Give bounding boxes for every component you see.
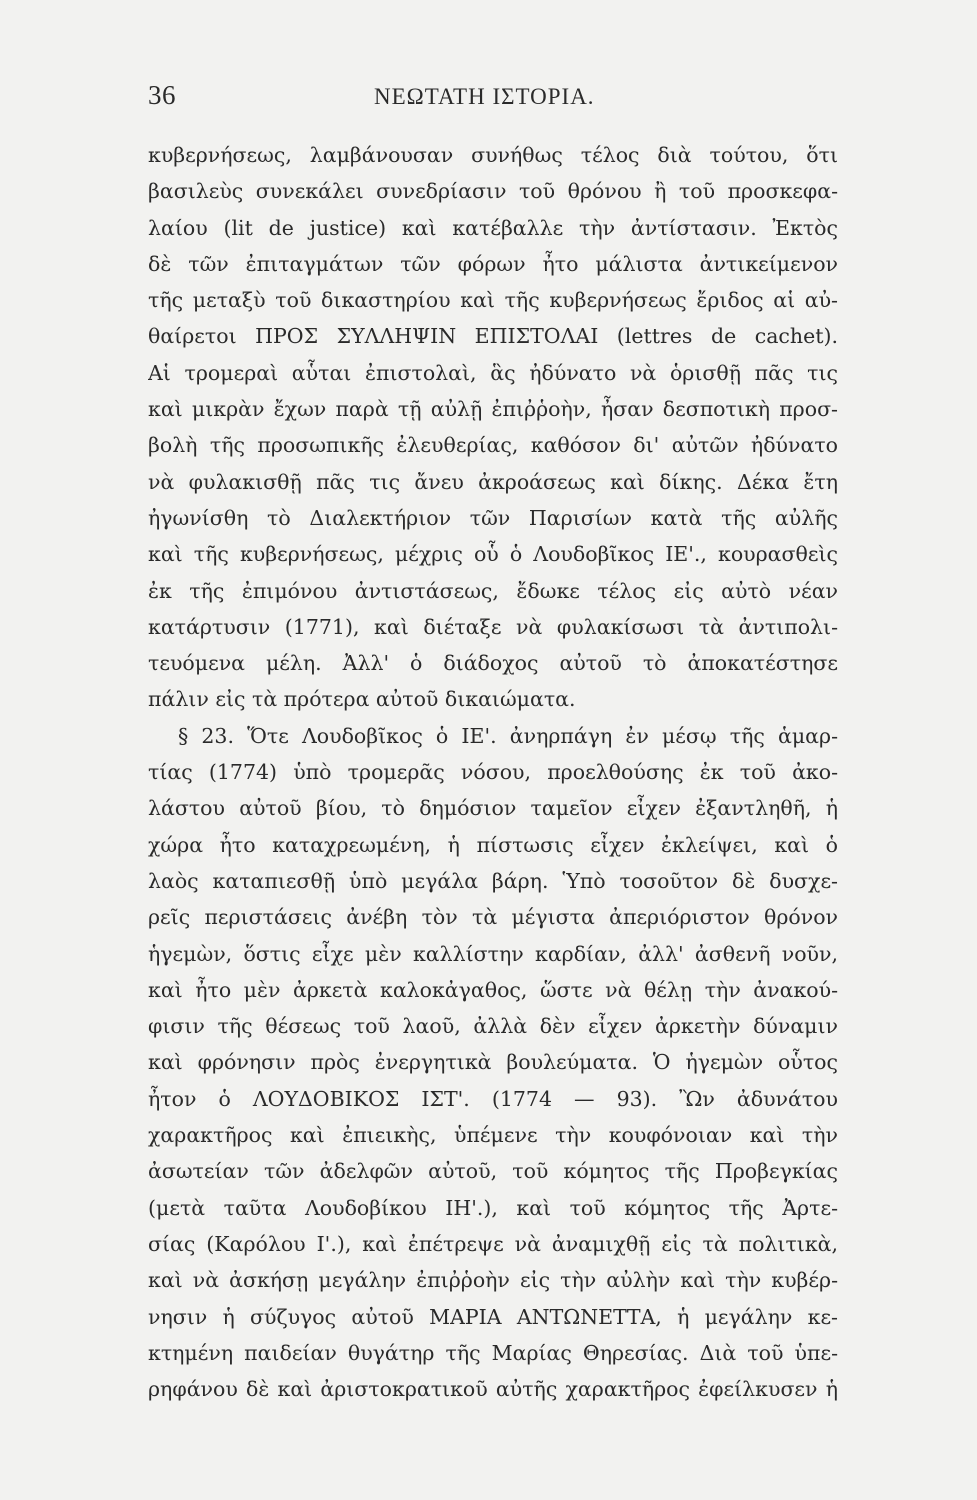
body-text [148, 137, 838, 1407]
text-line: καὶ ἦτο μὲν ἀρκετὰ καλοκἀγαθος, ὥστε νὰ θέλῃ τὴν ἀνακού- [148, 977, 838, 1002]
section-heading-line: § 23. Ὅτε Λουδοβῖκος ὁ ΙΕ'. ἀνηρπάγη ἐν μέσῳ τῆς ἁμαρ- [178, 723, 838, 748]
text-line: νησιν ἡ σύζυγος αὐτοῦ ΜΑΡΙΑ ΑΝΤΩΝΕΤΤΑ, ἡ μεγάλην κε- [148, 1304, 838, 1329]
text-line: τῆς μεταξὺ τοῦ δικαστηρίου καὶ τῆς κυβερνήσεως ἔριδος αἱ αὐ- [148, 288, 838, 313]
text-line: σίας (Καρόλου Ι'.), καὶ ἐπέτρεψε νὰ ἀναμιχθῇ εἰς τὰ πολιτικὰ, [148, 1231, 838, 1256]
text-line: ρεῖς περιστάσεις ἀνέβη τὸν τὰ μέγιστα ἀπεριόριστον θρόνον [148, 905, 838, 930]
text-line: τίας (1774) ὑπὸ τρομερᾶς νόσου, προελθούσης ἐκ τοῦ ἀκο- [148, 760, 838, 785]
text-line: κτημένη παιδείαν θυγάτηρ τῆς Μαρίας Θηρεσίας. Διὰ τοῦ ὑπε- [148, 1340, 838, 1365]
text-line: Αἱ τρομεραὶ αὗται ἐπιστολαὶ, ἃς ἠδύνατο νὰ ὁρισθῇ πᾶς τις [148, 360, 838, 385]
text-line: ἡγεμὼν, ὅστις εἶχε μὲν καλλίστην καρδίαν, ἀλλ' ἀσθενῆ νοῦν, [148, 941, 838, 966]
text-line: ρηφάνου δὲ καὶ ἀριστοκρατικοῦ αὐτῆς χαρακτῆρος ἐφείλκυσεν ἡ [148, 1377, 838, 1402]
text-line: λάστου αὐτοῦ βίου, τὸ δημόσιον ταμεῖον εἶχεν ἐξαντληθῆ, ἡ [148, 796, 838, 821]
text-line: καὶ μικρὰν ἔχων παρὰ τῇ αὐλῇ ἐπιῤῥοὴν, ἦσαν δεσποτικὴ προσ- [148, 397, 838, 422]
text-line: κυβερνήσεως, λαμβάνουσαν συνήθως τέλος διὰ τούτου, ὅτι [148, 143, 838, 167]
page-number: 36 [148, 80, 176, 110]
text-line: βολὴ τῆς προσωπικῆς ἐλευθερίας, καθόσον δι' αὐτῶν ἠδύνατο [148, 433, 838, 458]
text-line: βασιλεὺς συνεκάλει συνεδρίασιν τοῦ θρόνου ἢ τοῦ προσκεφα- [148, 179, 838, 204]
text-line: λαὸς καταπιεσθῇ ὑπὸ μεγάλα βάρη. Ὑπὸ τοσοῦτον δὲ δυσχε- [148, 868, 838, 893]
text-line: νὰ φυλακισθῇ πᾶς τις ἄνευ ἀκροάσεως καὶ δίκης. Δέκα ἔτη [148, 469, 838, 494]
text-line: ἐκ τῆς ἐπιμόνου ἀντιστάσεως, ἔδωκε τέλος εἰς αὐτὸ νέαν [148, 578, 838, 603]
text-line: θαίρετοι ΠΡΟΣ ΣΥΛΛΗΨΙΝ ΕΠΙΣΤΟΛΑΙ (lettres de cachet). [148, 324, 838, 349]
text-line: δὲ τῶν ἐπιταγμάτων τῶν φόρων ἦτο μάλιστα ἀντικείμενον [148, 251, 838, 276]
text-line: καὶ νὰ ἀσκήσῃ μεγάλην ἐπιῤῥοὴν εἰς τὴν αὐλὴν καὶ τὴν κυβέρ- [148, 1268, 838, 1293]
text-line: ἦτον ὁ ΛΟΥΔΟΒΙΚΟΣ ΙΣΤ'. (1774 — 93). Ὢν ἀδυνάτου [148, 1086, 838, 1111]
text-line: καὶ τῆς κυβερνήσεως, μέχρις οὗ ὁ Λουδοβῖκος ΙΕ'., κουρασθεὶς [148, 542, 838, 567]
text-line: πάλιν εἰς τὰ πρότερα αὐτοῦ δικαιώματα. [148, 687, 576, 712]
page-header [148, 80, 848, 120]
text-line: κατάρτυσιν (1771), καὶ διέταξε νὰ φυλακίσωσι τὰ ἀντιπολι- [148, 614, 838, 639]
text-line: χαρακτῆρος καὶ ἐπιεικὴς, ὑπέμενε τὴν κουφόνοιαν καὶ τὴν [148, 1123, 838, 1148]
text-line: φισιν τῆς θέσεως τοῦ λαοῦ, ἀλλὰ δὲν εἶχεν ἀρκετὴν δύναμιν [148, 1014, 838, 1039]
text-line: ἀσωτείαν τῶν ἀδελφῶν αὐτοῦ, τοῦ κόμητος τῆς Προβεγκίας [148, 1159, 838, 1184]
text-line: χώρα ἦτο καταχρεωμένη, ἡ πίστωσις εἶχεν ἐκλείψει, καὶ ὁ [148, 832, 838, 857]
text-line: ἠγωνίσθη τὸ Διαλεκτήριον τῶν Παρισίων κατὰ τῆς αὐλῆς [148, 505, 838, 530]
running-title: ΝΕΩΤΑΤΗ ΙΣΤΟΡΙΑ. [374, 84, 595, 109]
text-line: καὶ φρόνησιν πρὸς ἐνεργητικὰ βουλεύματα. Ὁ ἡγεμὼν οὗτος [148, 1050, 838, 1075]
text-line: τευόμενα μέλη. Ἀλλ' ὁ διάδοχος αὐτοῦ τὸ ἀποκατέστησε [148, 651, 838, 676]
text-line: λαίου (lit de justice) καὶ κατέβαλλε τὴν ἀντίστασιν. Ἐκτὸς [148, 215, 838, 240]
text-line: (μετὰ ταῦτα Λουδοβίκου ΙΗ'.), καὶ τοῦ κόμητος τῆς Ἀρτε- [148, 1195, 838, 1220]
